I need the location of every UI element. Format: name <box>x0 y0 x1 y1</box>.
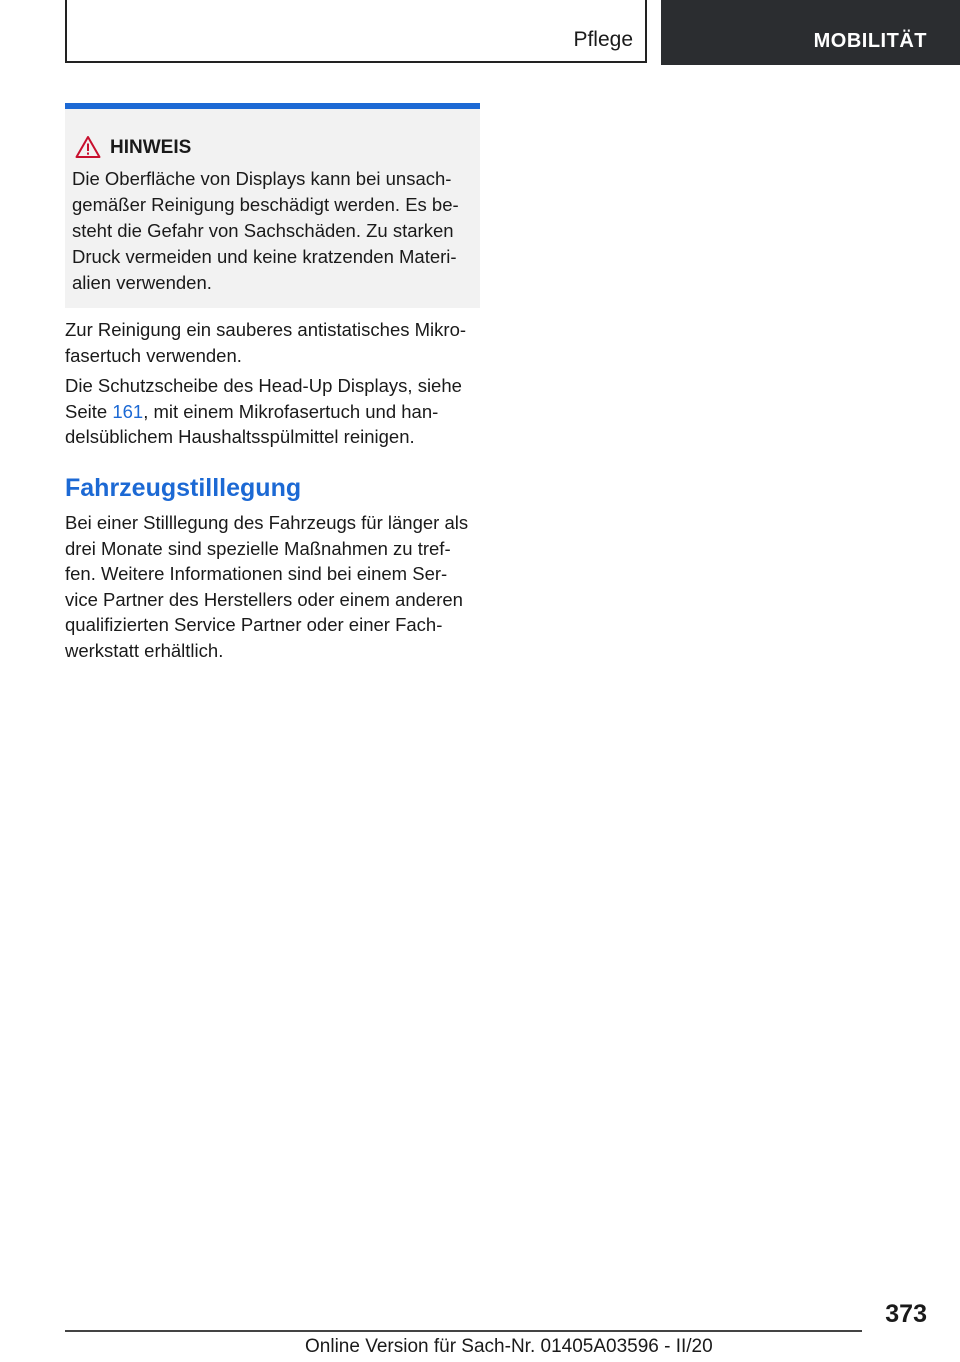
section-title: Pflege <box>573 28 633 51</box>
paragraph-line: fen. Weitere Informationen sind bei einem Ser- <box>65 563 448 584</box>
paragraph-line: delsüblichem Haushaltsspülmittel reinigen. <box>65 426 415 447</box>
paragraph-line: Die Schutzscheibe des Head-Up Displays, siehe <box>65 375 462 396</box>
notice-line: alien verwenden. <box>72 272 212 293</box>
notice-line: steht die Gefahr von Sachschäden. Zu starken <box>72 220 454 241</box>
paragraph-line: vice Partner des Herstellers oder einem anderen <box>65 588 463 610</box>
header-section-box <box>65 0 647 63</box>
notice-text <box>72 166 477 296</box>
paragraph-line: werkstatt erhältlich. <box>65 639 224 661</box>
paragraph-line: Bei einer Stilllegung des Fahrzeugs für länger als <box>65 512 469 533</box>
footer-text: Online Version für Sach-Nr. 01405A03596 - II/20 <box>305 1336 713 1357</box>
paragraph-line: fasertuch verwenden. <box>65 344 242 366</box>
section-heading: Fahrzeugstilllegung <box>65 474 302 502</box>
footer-divider <box>65 1330 862 1332</box>
chapter-tab <box>661 0 960 65</box>
notice-line: Druck vermeiden und keine kratzenden Materi- <box>72 246 457 267</box>
paragraph-text: Seite <box>65 400 113 422</box>
page-reference-link[interactable]: 161 <box>112 400 144 422</box>
paragraph-line <box>65 399 485 425</box>
warning-triangle-icon <box>75 135 101 159</box>
notice-title: HINWEIS <box>110 137 192 158</box>
cleaning-paragraph <box>65 317 485 368</box>
paragraph-line: Zur Reinigung ein sauberes antistatisches Mikro- <box>65 319 467 340</box>
paragraph-line: qualifizierten Service Partner oder einer Fach- <box>65 614 443 635</box>
paragraph-text: , mit einem Mikrofasertuch und han- <box>143 400 439 422</box>
paragraph-line: drei Monate sind spezielle Maßnahmen zu tref- <box>65 537 451 559</box>
notice-box <box>65 103 480 308</box>
hud-paragraph <box>65 373 485 450</box>
notice-line: Die Oberfläche von Displays kann bei unsach- <box>72 168 452 189</box>
page-number: 373 <box>885 1300 927 1328</box>
chapter-title: MOBILITÄT <box>813 30 927 52</box>
section-paragraph <box>65 510 485 663</box>
notice-line: gemäßer Reinigung beschädigt werden. Es be- <box>72 194 459 215</box>
